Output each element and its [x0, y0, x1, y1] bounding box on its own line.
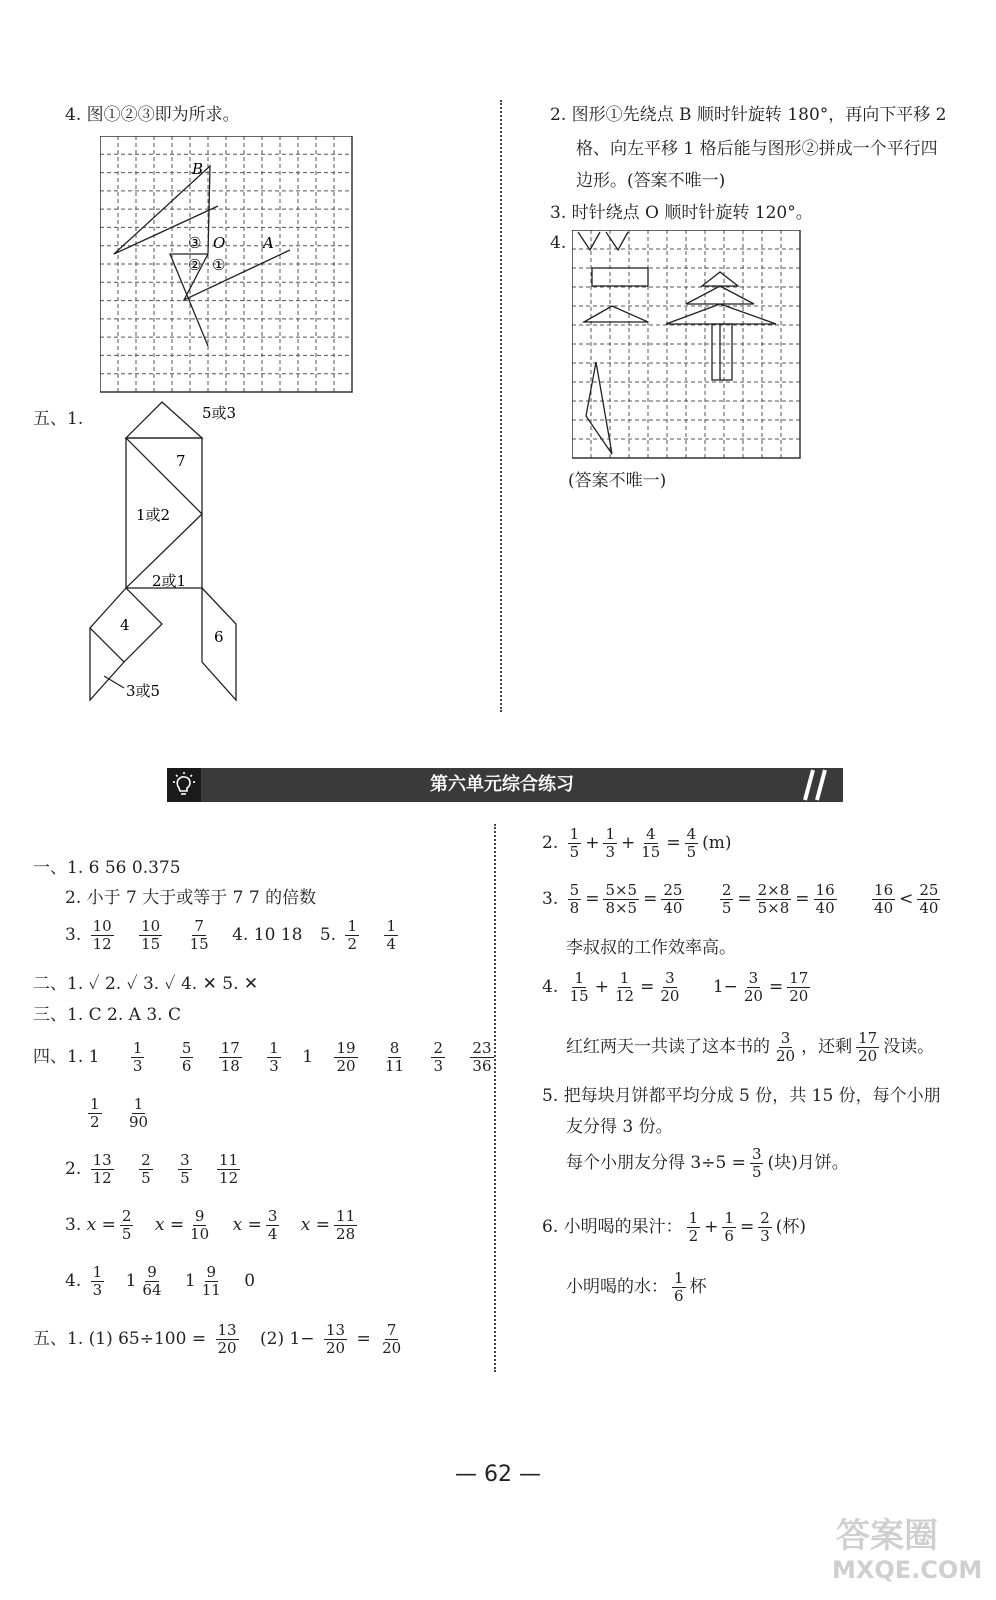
tangram-label-7: 7 [176, 452, 186, 470]
r6-row: 6. 小明喝的果汁： $\frac{1}{2}$ + $\frac{1}{6}$ = $\frac{2}{3}$ (杯) [542, 1209, 807, 1245]
bottom-column-divider [494, 824, 496, 1372]
section-5-label: 五、1. [33, 409, 84, 429]
label-circle-2: ② [188, 256, 202, 274]
right-item-4-label: 4. [550, 233, 567, 253]
tangram-label-1or2: 1或2 [136, 506, 171, 524]
tangram-label-2or1: 2或1 [152, 572, 187, 590]
r5-line-2: 友分得 3 份。 [566, 1117, 673, 1137]
right-note: (答案不唯一) [568, 471, 667, 491]
r4-row: 4. $\frac{1}{15}$ + $\frac{1}{12}$ = $\frac{3}{20}$ 1− $\frac{3}{20}$ = $\frac{17}{20}$ [542, 969, 809, 1005]
shape-top-line [114, 206, 218, 254]
watermark-url: MXQE.COM [832, 1556, 983, 1584]
label-circle-3: ③ [188, 234, 202, 252]
s3-row: 三、1. C 2. A 3. C [33, 1005, 181, 1025]
r3-row: 3. $\frac{5}{8}$ = $\frac{5\times 5}{8\times 5}$ = $\frac{25}{40}$ $\frac{2}{5}$ = $\frac{2\times 8}{5\times 8}$ = $\frac{16}{40}$ $\frac{16}{40}$ < $\frac{25}{40}$ [542, 881, 939, 917]
page-number: — 62 — [455, 1462, 541, 1487]
lightbulb-icon [167, 768, 201, 802]
right-item-2-line-2: 格、向左平移 1 格后能与图形②拼成一个平行四 [576, 139, 938, 159]
s1-q2: 2. 小于 7 大于或等于 7 7 的倍数 [65, 888, 317, 908]
label-circle-1: ① [212, 256, 226, 274]
r5-line-1: 5. 把每块月饼都平均分成 5 份，共 15 份，每个小朋 [542, 1086, 941, 1106]
tangram-label-6: 6 [214, 628, 224, 646]
s1-q1: 一、1. 6 56 0.375 [33, 858, 181, 878]
item-4-text: 4. 图①②③即为所求。 [65, 105, 240, 125]
section-title: 第六单元综合练习 [430, 774, 574, 795]
right-item-2-line-1: 2. 图形①先绕点 B 顺时针旋转 180°，再向下平移 2 [550, 105, 947, 125]
tangram-label-3or5: 3或5 [126, 682, 161, 700]
rotation-grid-figure [100, 136, 355, 394]
banner-slash-marks [797, 768, 837, 802]
s1-q3-row: 3. $\frac{10}{12}$ $\frac{10}{15}$ $\frac{7}{15}$ 4. 10 18 5. $\frac{1}{2}$ $\frac{1}{4}$ [65, 917, 396, 953]
s5-row: 五、1. (1) 65÷100 = $\frac{13}{20}$ (2) 1− $\frac{13}{20}$ = $\frac{7}{20}$ [33, 1321, 402, 1357]
s4-q3-row: 3. x = $\frac{2}{5}$ x = $\frac{9}{10}$ x = $\frac{3}{4}$ x = $\frac{11}{28}$ [65, 1207, 356, 1243]
section-title-banner [167, 768, 843, 802]
r4-text-row: 红红两天一共读了这本书的 $\frac{3}{20}$ ，还剩 $\frac{17}{20}$ 没读。 [566, 1029, 935, 1065]
right-item-3: 3. 时针绕点 O 顺时针旋转 120°。 [550, 203, 813, 223]
s4-q1-row: 四、1. 1 $\frac{1}{3}$ $\frac{5}{6}$ $\frac{17}{18}$ $\frac{1}{3}$ 1 $\frac{19}{20}$ $\frac{8}{11}$ $\frac{2}{3}$ $\frac{23}{36}$ [33, 1039, 492, 1075]
tangram-label-top: 5或3 [202, 404, 237, 422]
tangram-label-4: 4 [120, 616, 130, 634]
r5-row: 每个小朋友分得 3÷5 = $\frac{3}{5}$ (块)月饼。 [566, 1145, 849, 1181]
top-column-divider [500, 100, 502, 712]
right-item-2-line-3: 边形。(答案不唯一) [576, 171, 726, 191]
s4-q1-row2: $\frac{1}{2}$ $\frac{1}{90}$ [90, 1095, 149, 1131]
tangram-rocket-figure [86, 398, 246, 703]
r2-row: 2. $\frac{1}{5}$ + $\frac{1}{3}$ + $\frac{4}{15}$ = $\frac{4}{5}$ (m) [542, 825, 732, 861]
watermark-logo: 答案圈 [836, 1516, 938, 1556]
s4-q4-row: 4. $\frac{1}{3}$ 1 $\frac{9}{64}$ 1 $\frac{9}{11}$ 0 [65, 1263, 256, 1299]
label-a: A [263, 234, 274, 252]
s4-q2-row: 2. $\frac{13}{12}$ $\frac{2}{5}$ $\frac{3}{5}$ $\frac{11}{12}$ [65, 1151, 239, 1187]
s2-row: 二、1. ✓ 2. ✓ 3. ✓ 4. ✕ 5. ✕ [33, 974, 259, 994]
label-o: O [213, 234, 226, 252]
r3-text: 李叔叔的工作效率高。 [566, 938, 736, 958]
label-b: B [192, 160, 204, 178]
pattern-grid-figure [572, 230, 802, 460]
r6b-row: 小明喝的水： $\frac{1}{6}$ 杯 [566, 1269, 707, 1305]
